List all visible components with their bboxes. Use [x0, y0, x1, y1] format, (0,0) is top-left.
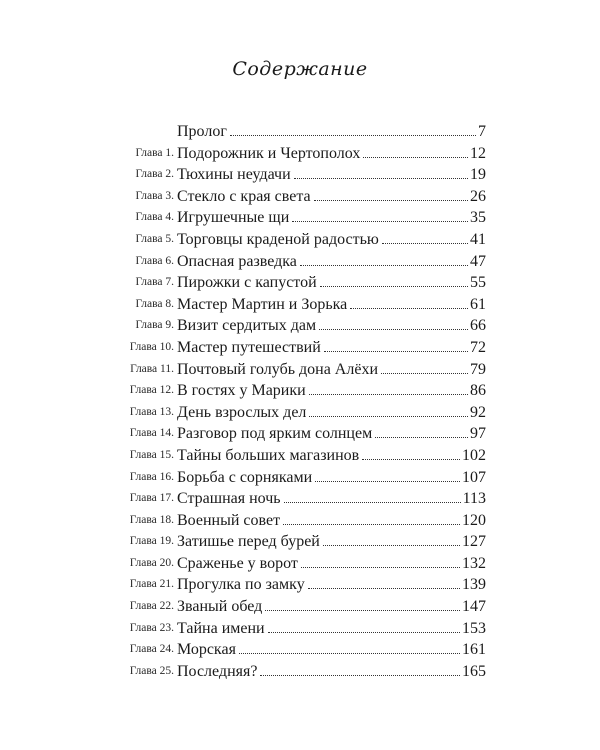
chapter-label: Глава 21.: [129, 578, 174, 591]
toc-entry-line: [177, 402, 486, 423]
chapter-label: Глава 15.: [129, 448, 174, 461]
dot-leader: [283, 524, 460, 525]
dot-leader: [382, 243, 468, 244]
chapter-title: Званый обед: [177, 598, 263, 616]
page-number: 35: [470, 209, 486, 227]
chapter-title: Тюхины неудачи: [177, 166, 291, 184]
page-number: 47: [470, 252, 486, 270]
dot-leader: [301, 567, 460, 568]
page-number: 19: [470, 166, 486, 184]
dot-leader: [265, 610, 460, 611]
page-number: 97: [470, 425, 486, 443]
page-number: 120: [462, 511, 486, 529]
toc-entry: [0, 531, 600, 553]
toc-entry-line: [177, 553, 486, 574]
toc-entry-line: [177, 639, 486, 660]
toc-entry-line: [177, 531, 486, 552]
toc-entry-line: [177, 380, 486, 401]
chapter-title: Затишье перед бурей: [177, 533, 320, 551]
chapter-label: Глава 20.: [129, 556, 174, 569]
chapter-title: Тайна имени: [177, 619, 265, 637]
dot-leader: [308, 588, 460, 589]
chapter-label: Глава 4.: [135, 211, 174, 224]
toc-entry: [0, 467, 600, 489]
toc-entry-line: [177, 164, 486, 185]
dot-leader: [268, 632, 460, 633]
chapter-label: Глава 10.: [129, 340, 174, 353]
chapter-title: Стекло с края света: [177, 187, 311, 205]
dot-leader: [315, 481, 460, 482]
chapter-label: Глава 12.: [129, 384, 174, 397]
page-number: 12: [470, 144, 486, 162]
chapter-title: Почтовый голубь дона Алёхи: [177, 360, 379, 378]
chapter-title: Пирожки с капустой: [177, 274, 317, 292]
chapter-title: Мастер Мартин и Зорька: [177, 295, 348, 313]
chapter-title: Морская: [177, 641, 236, 659]
chapter-title: Тайны больших магазинов: [177, 446, 360, 464]
toc-entry: [0, 164, 600, 186]
dot-leader: [239, 653, 460, 654]
toc-entry: [0, 402, 600, 424]
chapter-title: Опасная разведка: [177, 252, 297, 270]
chapter-label: Глава 13.: [129, 405, 174, 418]
chapter-label: Глава 17.: [129, 492, 174, 505]
chapter-title: Военный совет: [177, 511, 281, 529]
page-number: 132: [462, 554, 486, 572]
chapter-title: Подорожник и Чертополох: [177, 144, 361, 162]
page-number: 102: [462, 446, 486, 464]
page-number: 147: [462, 598, 486, 616]
chapter-title: Последняя?: [177, 662, 258, 680]
page-number: 26: [470, 187, 486, 205]
toc-entry-line: [177, 618, 486, 639]
dot-leader: [314, 200, 468, 201]
chapter-title: Борьба с сорняками: [177, 468, 313, 486]
table-of-contents: [0, 121, 600, 682]
chapter-title: Разговор под ярким солнцем: [177, 425, 373, 443]
dot-leader: [381, 373, 468, 374]
chapter-label: Глава 23.: [129, 621, 174, 634]
dot-leader: [294, 178, 468, 179]
chapter-label: Глава 3.: [135, 189, 174, 202]
page-number: 161: [462, 641, 486, 659]
toc-entry-line: [177, 423, 486, 444]
page-number: 107: [462, 468, 486, 486]
chapter-label: Глава 8.: [135, 297, 174, 310]
dot-leader: [320, 286, 468, 287]
toc-entry-line: [177, 121, 486, 142]
dot-leader: [319, 329, 468, 330]
chapter-title: В гостях у Марики: [177, 382, 306, 400]
toc-entry: [0, 553, 600, 575]
page-number: 153: [462, 619, 486, 637]
dot-leader: [363, 157, 468, 158]
toc-entry: [0, 294, 600, 316]
toc-entry: [0, 380, 600, 402]
page-number: 61: [470, 295, 486, 313]
chapter-title: Торговцы краденой радостью: [177, 230, 379, 248]
chapter-label: Глава 5.: [135, 232, 174, 245]
toc-entry: [0, 315, 600, 337]
chapter-label: Глава 9.: [135, 319, 174, 332]
toc-entry: [0, 272, 600, 294]
toc-entry: [0, 251, 600, 273]
toc-entry-line: [177, 207, 486, 228]
page-number: 127: [462, 533, 486, 551]
toc-entry-line: [177, 574, 486, 595]
dot-leader: [230, 135, 476, 136]
chapter-title: Визит сердитых дам: [177, 317, 317, 335]
toc-entry-line: [177, 229, 486, 250]
toc-entry: [0, 488, 600, 510]
toc-entry-line: [177, 445, 486, 466]
page-number: 66: [470, 317, 486, 335]
toc-entry: [0, 229, 600, 251]
chapter-label: Глава 2.: [135, 168, 174, 181]
toc-entry: [0, 121, 600, 143]
toc-entry-line: [177, 467, 486, 488]
toc-entry: [0, 337, 600, 359]
toc-entry-line: [177, 596, 486, 617]
chapter-label: Глава 11.: [130, 362, 174, 375]
page-number: 139: [462, 576, 486, 594]
dot-leader: [362, 459, 460, 460]
page-number: 7: [478, 123, 486, 140]
toc-entry: [0, 574, 600, 596]
page-number: 79: [470, 360, 486, 378]
dot-leader: [284, 502, 461, 503]
chapter-label: Глава 1.: [135, 146, 174, 159]
toc-entry-line: [177, 251, 486, 272]
dot-leader: [292, 221, 468, 222]
dot-leader: [309, 394, 468, 395]
chapter-label: Глава 22.: [129, 600, 174, 613]
chapter-title: Страшная ночь: [177, 490, 281, 508]
chapter-label: Глава 18.: [129, 513, 174, 526]
dot-leader: [350, 308, 468, 309]
toc-entry: [0, 596, 600, 618]
chapter-title: Игрушечные щи: [177, 209, 290, 227]
chapter-label: Глава 25.: [129, 664, 174, 677]
toc-entry-line: [177, 272, 486, 293]
chapter-label: Глава 6.: [135, 254, 174, 267]
toc-entry: [0, 207, 600, 229]
toc-entry: [0, 359, 600, 381]
chapter-label: Глава 16.: [129, 470, 174, 483]
toc-entry-line: [177, 186, 486, 207]
toc-entry-line: [177, 294, 486, 315]
dot-leader: [309, 416, 468, 417]
chapter-title: Мастер путешествий: [177, 338, 321, 356]
dot-leader: [260, 675, 460, 676]
page-number: 72: [470, 338, 486, 356]
chapter-label: Глава 14.: [129, 427, 174, 440]
toc-entry: [0, 639, 600, 661]
toc-entry-line: [177, 661, 486, 682]
chapter-label: Глава 7.: [135, 276, 174, 289]
toc-entry: [0, 618, 600, 640]
toc-entry-line: [177, 337, 486, 358]
page-number: 92: [470, 403, 486, 421]
chapter-title: Сраженье у ворот: [177, 554, 298, 572]
toc-entry-line: [177, 359, 486, 380]
dot-leader: [323, 545, 460, 546]
page-number: 55: [470, 274, 486, 292]
chapter-title: День взрослых дел: [177, 403, 307, 421]
dot-leader: [324, 351, 468, 352]
chapter-title: Пролог: [177, 123, 227, 140]
toc-entry: [0, 143, 600, 165]
toc-entry: [0, 186, 600, 208]
toc-entry: [0, 423, 600, 445]
toc-entry: [0, 661, 600, 683]
page-number: 113: [462, 490, 486, 508]
chapter-label: Глава 24.: [129, 643, 174, 656]
toc-entry-line: [177, 315, 486, 336]
toc-entry-line: [177, 510, 486, 531]
toc-entry-line: [177, 488, 486, 509]
page-number: 86: [470, 382, 486, 400]
toc-entry: [0, 445, 600, 467]
toc-entry-line: [177, 143, 486, 164]
dot-leader: [375, 437, 468, 438]
chapter-title: Прогулка по замку: [177, 576, 305, 594]
dot-leader: [300, 265, 468, 266]
page-number: 165: [462, 662, 486, 680]
toc-heading: Содержание: [232, 58, 368, 80]
toc-entry: [0, 510, 600, 532]
page-number: 41: [470, 230, 486, 248]
chapter-label: Глава 19.: [129, 535, 174, 548]
